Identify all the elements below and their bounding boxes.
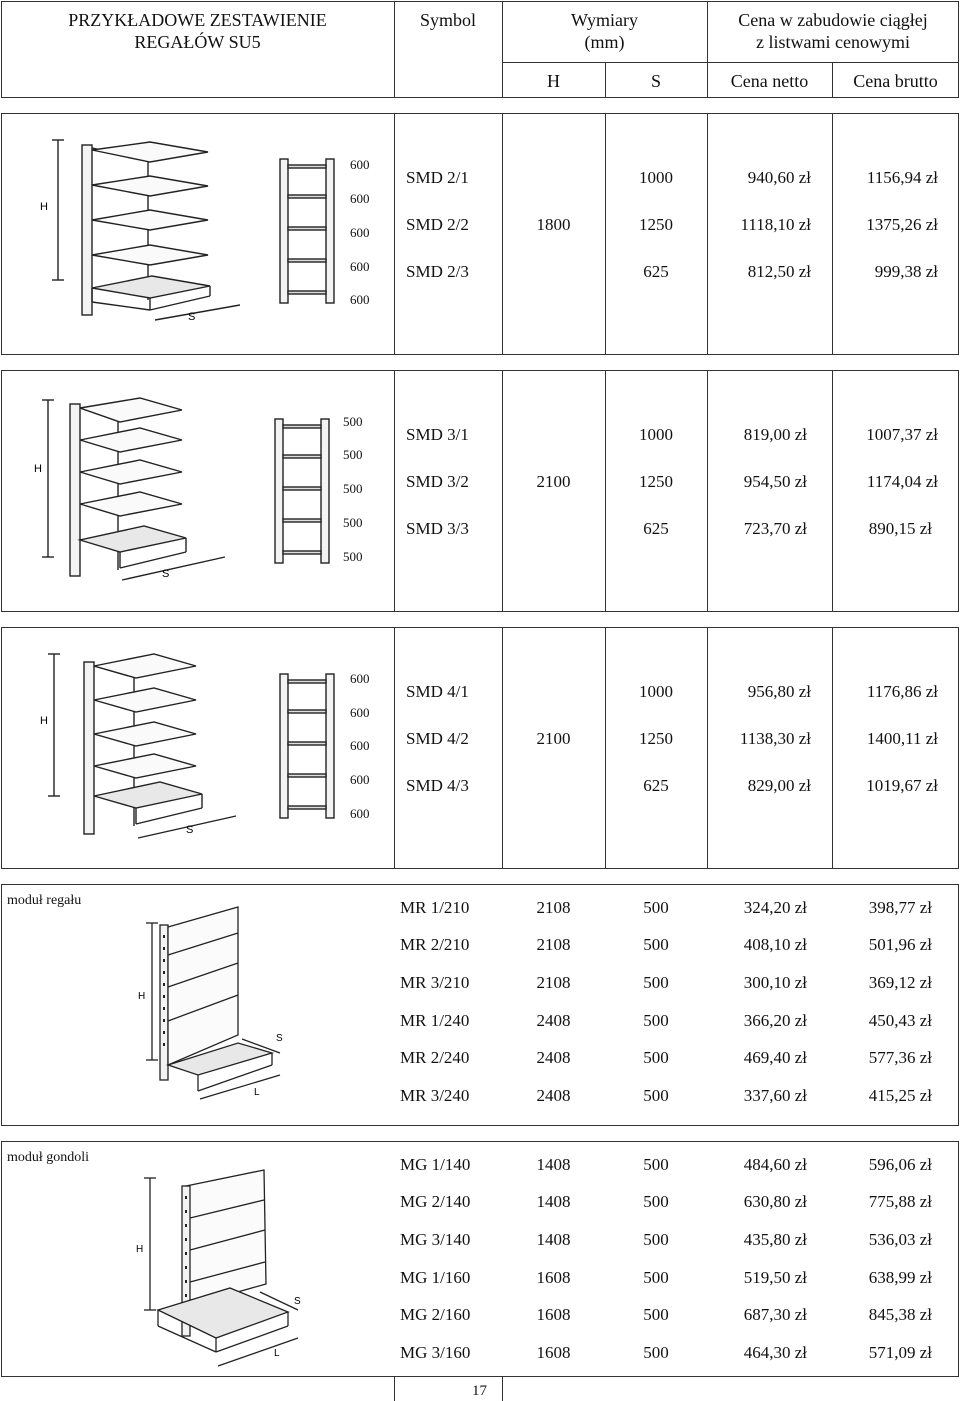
row-netto: 812,50 zł xyxy=(747,262,811,281)
row-brutto: 638,99 zł xyxy=(868,1268,932,1287)
level-label: 600 xyxy=(350,806,370,821)
h-dimension-label: H xyxy=(34,463,42,475)
s-dimension-label: S xyxy=(188,311,196,323)
row-s: 625 xyxy=(643,262,669,281)
row-s: 1250 xyxy=(639,472,673,491)
row-brutto: 1156,94 zł xyxy=(866,168,938,187)
level-label: 500 xyxy=(343,447,363,462)
row-netto: 464,30 zł xyxy=(743,1343,807,1362)
row-netto: 435,80 zł xyxy=(743,1230,807,1249)
row-symbol: SMD 4/1 xyxy=(406,682,469,701)
shelf-drawing-smd2 xyxy=(30,130,240,325)
row-symbol: SMD 4/2 xyxy=(406,729,469,748)
row-netto: 940,60 zł xyxy=(747,168,811,187)
row-symbol: SMD 3/3 xyxy=(406,519,469,538)
row-brutto: 369,12 zł xyxy=(868,973,932,992)
row-h: 2408 xyxy=(536,1048,571,1067)
level-label: 600 xyxy=(350,738,370,753)
page-title xyxy=(1,9,394,53)
section-label: moduł regału xyxy=(7,893,82,908)
row-s: 500 xyxy=(643,1343,669,1362)
row-netto: 324,20 zł xyxy=(743,898,807,917)
gondola-module-drawing xyxy=(128,1160,303,1370)
h-dimension-label: H xyxy=(138,991,146,1002)
row-brutto: 845,38 zł xyxy=(868,1305,932,1324)
title-line-2: REGAŁÓW SU5 xyxy=(134,32,261,52)
row-s: 625 xyxy=(643,776,669,795)
row-netto: 469,40 zł xyxy=(743,1048,807,1067)
row-h: 2108 xyxy=(536,898,571,917)
row-netto: 956,80 zł xyxy=(747,682,811,701)
row-symbol: SMD 2/2 xyxy=(406,215,469,234)
row-symbol: MG 1/160 xyxy=(400,1268,471,1287)
row-s: 500 xyxy=(643,1155,669,1174)
level-label: 500 xyxy=(343,481,363,496)
page-number-divider xyxy=(394,1377,395,1401)
row-netto: 1118,10 zł xyxy=(740,215,811,234)
row-s: 500 xyxy=(643,1192,669,1211)
header-divider xyxy=(502,62,959,63)
s-dimension-label: S xyxy=(276,1033,283,1044)
symbol-header: Symbol xyxy=(419,10,476,30)
section-divider xyxy=(394,113,395,355)
dims-line-2: (mm) xyxy=(584,32,625,52)
row-symbol: SMD 3/2 xyxy=(406,472,469,491)
row-s: 500 xyxy=(643,1230,669,1249)
row-netto: 408,10 zł xyxy=(743,935,807,954)
row-h: 2108 xyxy=(536,973,571,992)
row-brutto: 596,06 zł xyxy=(868,1155,932,1174)
row-symbol: MR 1/210 xyxy=(400,898,470,917)
row-brutto: 536,03 zł xyxy=(868,1230,932,1249)
row-netto: 484,60 zł xyxy=(743,1155,807,1174)
row-s: 500 xyxy=(643,898,669,917)
price-header xyxy=(707,9,959,53)
row-symbol: SMD 2/3 xyxy=(406,262,469,281)
page-number-divider xyxy=(502,1377,503,1401)
page-number: 17 xyxy=(472,1383,487,1399)
row-netto: 723,70 zł xyxy=(743,519,807,538)
row-h: 2408 xyxy=(536,1086,571,1105)
shelf-module-drawing xyxy=(130,905,300,1100)
row-h: 1800 xyxy=(536,215,571,234)
row-netto: 829,00 zł xyxy=(747,776,811,795)
row-brutto: 890,15 zł xyxy=(868,519,932,538)
l-dimension-label: L xyxy=(254,1087,260,1098)
row-brutto: 450,43 zł xyxy=(868,1011,932,1030)
row-brutto: 1174,04 zł xyxy=(866,472,938,491)
section-divider xyxy=(394,370,395,612)
price-line-2: z listwami cenowymi xyxy=(756,32,910,52)
row-s: 1250 xyxy=(639,215,673,234)
row-s: 625 xyxy=(643,519,669,538)
row-brutto: 571,09 zł xyxy=(868,1343,932,1362)
s-dimension-label: S xyxy=(294,1296,301,1307)
row-netto: 819,00 zł xyxy=(743,425,807,444)
row-symbol: MG 3/140 xyxy=(400,1230,471,1249)
row-s: 1000 xyxy=(639,168,673,187)
row-brutto: 1019,67 zł xyxy=(866,776,938,795)
shelf-front-view-smd2 xyxy=(278,155,338,305)
row-s: 1250 xyxy=(639,729,673,748)
row-h: 1408 xyxy=(536,1230,571,1249)
row-netto: 337,60 zł xyxy=(743,1086,807,1105)
column-h-header: H xyxy=(547,71,560,91)
row-netto: 366,20 zł xyxy=(743,1011,807,1030)
row-s: 500 xyxy=(643,1048,669,1067)
shelf-drawing-smd3 xyxy=(30,392,240,587)
row-netto: 687,30 zł xyxy=(743,1305,807,1324)
row-symbol: SMD 3/1 xyxy=(406,425,469,444)
row-symbol: MR 2/240 xyxy=(400,1048,470,1067)
row-h: 1608 xyxy=(536,1343,571,1362)
row-s: 500 xyxy=(643,1305,669,1324)
level-label: 600 xyxy=(350,191,370,206)
row-h: 1608 xyxy=(536,1305,571,1324)
row-h: 1408 xyxy=(536,1155,571,1174)
row-brutto: 1375,26 zł xyxy=(866,215,938,234)
row-brutto: 1176,86 zł xyxy=(866,682,938,701)
column-brutto-header: Cena brutto xyxy=(853,71,938,91)
h-dimension-label: H xyxy=(40,715,48,727)
row-h: 2100 xyxy=(536,729,571,748)
shelf-drawing-smd4 xyxy=(36,648,246,843)
title-line-1: PRZYKŁADOWE ZESTAWIENIE xyxy=(68,10,327,30)
level-label: 600 xyxy=(350,292,370,307)
l-dimension-label: L xyxy=(274,1348,280,1359)
row-brutto: 1007,37 zł xyxy=(866,425,938,444)
dimensions-header xyxy=(502,9,707,53)
price-line-1: Cena w zabudowie ciągłej xyxy=(738,10,928,30)
row-symbol: MR 3/210 xyxy=(400,973,470,992)
shelf-front-view-smd4 xyxy=(278,670,338,820)
row-brutto: 501,96 zł xyxy=(868,935,932,954)
row-symbol: SMD 2/1 xyxy=(406,168,469,187)
row-s: 500 xyxy=(643,973,669,992)
row-symbol: MG 2/160 xyxy=(400,1305,471,1324)
row-h: 2408 xyxy=(536,1011,571,1030)
row-brutto: 1400,11 zł xyxy=(866,729,938,748)
row-netto: 519,50 zł xyxy=(743,1268,807,1287)
row-brutto: 775,88 zł xyxy=(868,1192,932,1211)
level-label: 500 xyxy=(343,549,363,564)
row-netto: 1138,30 zł xyxy=(739,729,811,748)
row-symbol: MR 1/240 xyxy=(400,1011,470,1030)
row-s: 500 xyxy=(643,935,669,954)
level-label: 600 xyxy=(350,157,370,172)
row-symbol: MG 1/140 xyxy=(400,1155,471,1174)
row-netto: 954,50 zł xyxy=(743,472,807,491)
s-dimension-label: S xyxy=(162,568,170,580)
level-label: 500 xyxy=(343,515,363,530)
row-s: 500 xyxy=(643,1086,669,1105)
row-brutto: 415,25 zł xyxy=(868,1086,932,1105)
row-s: 1000 xyxy=(639,425,673,444)
column-netto-header: Cena netto xyxy=(730,71,809,91)
level-label: 600 xyxy=(350,705,370,720)
row-brutto: 577,36 zł xyxy=(868,1048,932,1067)
shelf-front-view-smd3 xyxy=(273,415,333,565)
row-h: 1608 xyxy=(536,1268,571,1287)
h-dimension-label: H xyxy=(136,1244,144,1255)
row-h: 1408 xyxy=(536,1192,571,1211)
level-label: 600 xyxy=(350,671,370,686)
row-h: 2100 xyxy=(536,472,571,491)
row-symbol: MG 2/140 xyxy=(400,1192,471,1211)
level-label: 600 xyxy=(350,225,370,240)
row-brutto: 999,38 zł xyxy=(874,262,938,281)
row-symbol: SMD 4/3 xyxy=(406,776,469,795)
dims-line-1: Wymiary xyxy=(571,10,638,30)
row-symbol: MG 3/160 xyxy=(400,1343,471,1362)
row-symbol: MR 2/210 xyxy=(400,935,470,954)
row-s: 500 xyxy=(643,1268,669,1287)
s-dimension-label: S xyxy=(186,824,194,836)
level-label: 600 xyxy=(350,772,370,787)
level-label: 600 xyxy=(350,259,370,274)
section-label: moduł gondoli xyxy=(7,1150,90,1165)
row-s: 500 xyxy=(643,1011,669,1030)
row-netto: 630,80 zł xyxy=(743,1192,807,1211)
row-brutto: 398,77 zł xyxy=(868,898,932,917)
section-divider xyxy=(394,627,395,869)
column-s-header: S xyxy=(650,71,661,91)
level-label: 500 xyxy=(343,414,363,429)
row-netto: 300,10 zł xyxy=(743,973,807,992)
row-s: 1000 xyxy=(639,682,673,701)
row-symbol: MR 3/240 xyxy=(400,1086,470,1105)
h-dimension-label: H xyxy=(40,201,48,213)
row-h: 2108 xyxy=(536,935,571,954)
